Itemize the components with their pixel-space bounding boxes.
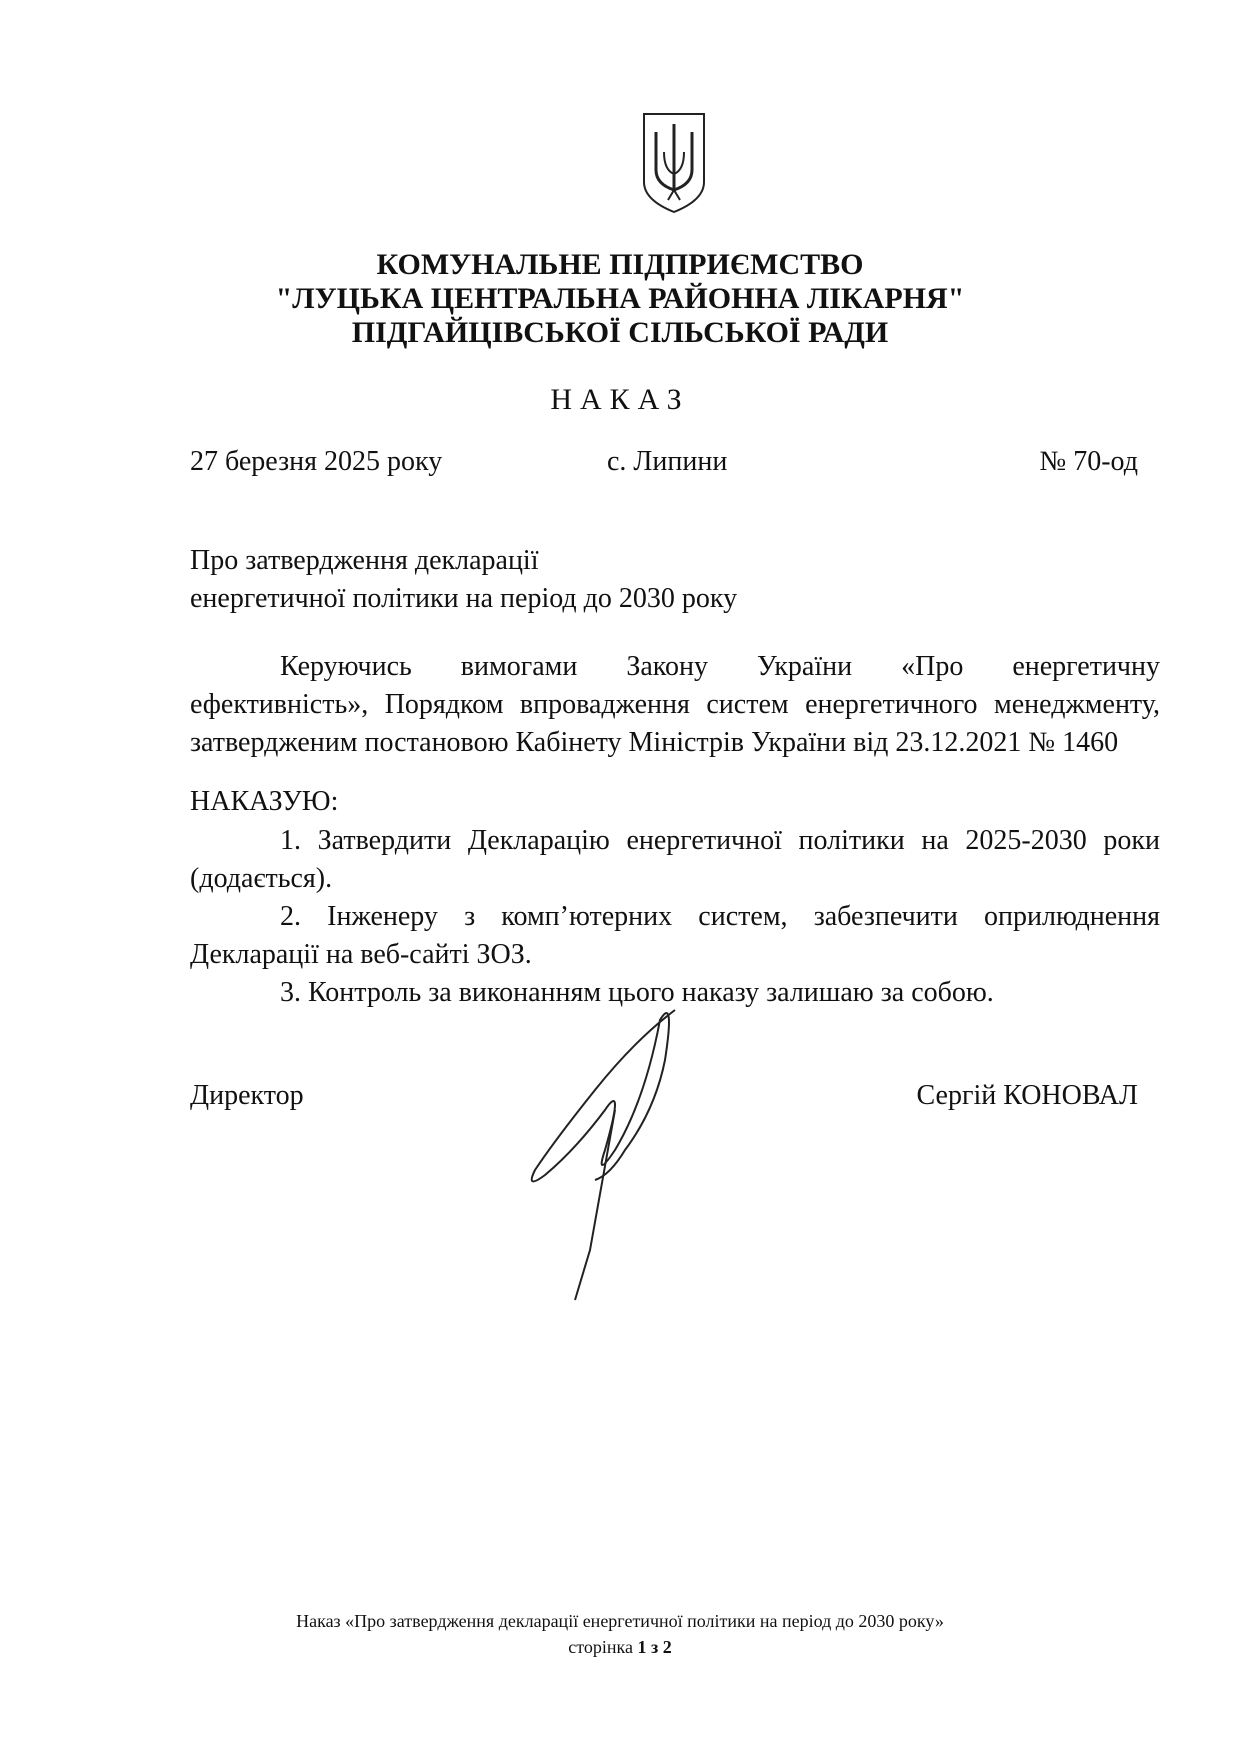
order-place: с. Липини bbox=[607, 446, 728, 477]
footer-line-1: Наказ «Про затвердження декларації енергетичної політики на період до 2030 року» bbox=[296, 1611, 944, 1631]
subject-line-2: енергетичної політики на період до 2030 року bbox=[190, 583, 738, 614]
page-label: сторінка bbox=[568, 1637, 633, 1657]
order-item-2-line-2: Декларації на веб-сайті ЗОЗ. bbox=[190, 939, 532, 970]
order-item-1-line-2: (додається). bbox=[190, 863, 333, 894]
order-item-3: 3. Контроль за виконанням цього наказу залишаю за собою. bbox=[280, 977, 994, 1008]
order-item-1-line-1: 1. Затвердити Декларацію енергетичної політики на 2025-2030 роки bbox=[280, 825, 1160, 856]
preamble-line-1-wrapper bbox=[190, 648, 1160, 686]
subject-line-1: Про затвердження декларації bbox=[190, 545, 539, 576]
tryzub-emblem-icon bbox=[640, 112, 708, 214]
preamble-line-1: Керуючись вимогами Закону України «Про енергетичну bbox=[280, 651, 1160, 682]
signatory-title: Директор bbox=[190, 1080, 304, 1111]
order-item-1-wrapper bbox=[190, 822, 1160, 860]
handwritten-signature bbox=[515, 1000, 715, 1320]
order-heading: НАКАЗУЮ: bbox=[190, 786, 339, 817]
order-item-2-wrapper bbox=[190, 898, 1160, 936]
page-total: 2 bbox=[662, 1637, 672, 1657]
page-separator: з bbox=[650, 1637, 659, 1657]
preamble-line-2: ефективність», Порядком впровадження систем енергетичного менеджменту, bbox=[190, 689, 1160, 720]
organization-line-3: ПІДГАЙЦІВСЬКОЇ СІЛЬСЬКОЇ РАДИ bbox=[351, 316, 889, 349]
signatory-name: Сергій КОНОВАЛ bbox=[916, 1080, 1138, 1111]
document-type-title: НАКАЗ bbox=[550, 383, 690, 416]
page-counter bbox=[0, 1634, 1240, 1660]
order-date: 27 березня 2025 року bbox=[190, 446, 443, 477]
organization-line-1: КОМУНАЛЬНЕ ПІДПРИЄМСТВО bbox=[376, 248, 864, 281]
order-item-2-line-1: 2. Інженеру з комп’ютерних систем, забезпечити оприлюднення bbox=[280, 901, 1160, 932]
preamble-line-3: затвердженим постановою Кабінету Міністрів України від 23.12.2021 № 1460 bbox=[190, 727, 1119, 758]
organization-line-2: "ЛУЦЬКА ЦЕНТРАЛЬНА РАЙОННА ЛІКАРНЯ" bbox=[275, 282, 965, 315]
order-number: № 70-од bbox=[1039, 446, 1138, 477]
page-current: 1 bbox=[637, 1637, 647, 1657]
